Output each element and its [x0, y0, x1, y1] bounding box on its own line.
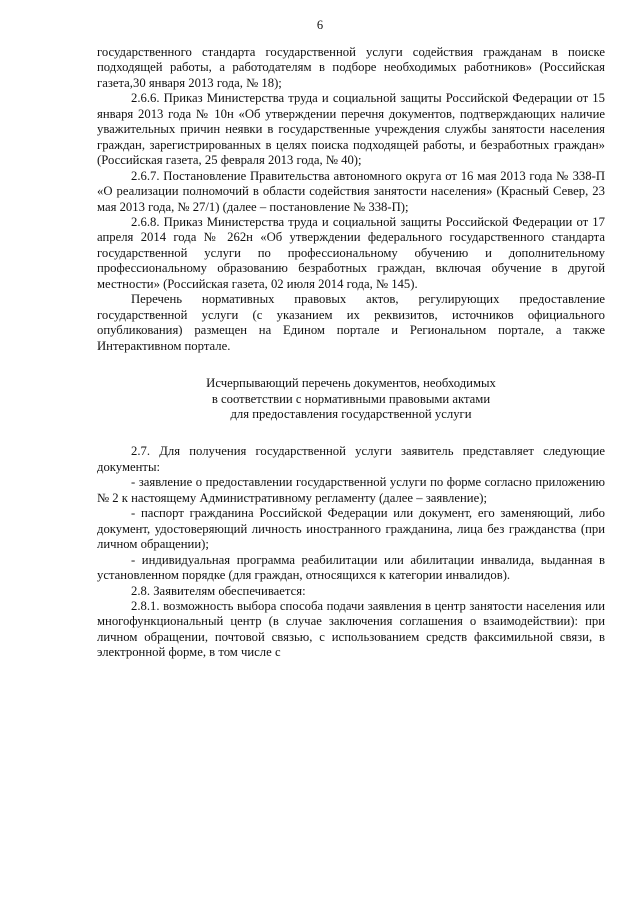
paragraph-normative-acts-list: Перечень нормативных правовых актов, регулирующих предоставление государственной услуги (с указанием их реквизитов, источников официального опубликования) размещен на Едином портале и Региональном портале, а также Интерактивном портале.	[97, 292, 605, 353]
list-item-passport: - паспорт гражданина Российской Федерации или документ, его заменяющий, либо документ, удостоверяющий личность иностранного гражданина, лица без гражданства (при личном обращении);	[97, 506, 605, 552]
paragraph-2-7: 2.7. Для получения государственной услуги заявитель представляет следующие документы:	[97, 444, 605, 474]
list-item-application: - заявление о предоставлении государственной услуги по форме согласно приложению № 2 к настоящему Административному регламенту (далее – заявление);	[97, 475, 605, 505]
section-heading-line-2: в соответствии с нормативными правовыми актами	[211, 391, 491, 406]
paragraph-2-8-1: 2.8.1. возможность выбора способа подачи заявления в центр занятости населения или многофункциональный центр (в случае заключения соглашения о взаимодействии): при личном обращении, почтовой связью, с использованием средств факсимильной связи, в электронной форме, в том числе с	[97, 598, 605, 660]
page-number: 6	[316, 18, 324, 32]
section-heading-line-3: для предоставления государственной услуги	[230, 406, 472, 421]
paragraph-2-8: 2.8. Заявителям обеспечивается:	[131, 583, 306, 598]
paragraph-2-6-6: 2.6.6. Приказ Министерства труда и социальной защиты Российской Федерации от 15 января 2013 года № 10н «Об утверждении перечня документов, подтверждающих наличие уважительных причин неявки в государственные учреждения службы занятости населения граждан, зарегистрированных в целях поиска подходящей работы, и безработных граждан» (Российская газета, 25 февраля 2013 года, № 40);	[97, 91, 605, 168]
paragraph-2-6-7: 2.6.7. Постановление Правительства автономного округа от 16 мая 2013 года № 338-П «О реализации полномочий в области содействия занятости населения» (Красный Север, 23 мая 2013 года, № 27/1) (далее – постановление № 338-П);	[97, 168, 605, 214]
document-body	[97, 45, 605, 661]
section-heading	[97, 376, 605, 422]
list-item-rehabilitation-program: - индивидуальная программа реабилитации или абилитации инвалида, выданная в установленном порядке (для граждан, относящихся к категории инвалидов).	[97, 552, 605, 583]
section-heading-line-1: Исчерпывающий перечень документов, необходимых	[206, 376, 496, 391]
paragraph-continuation: государственного стандарта государственной услуги содействия гражданам в поиске подходящей работы, а работодателям в подборе необходимых работников» (Российская газета,30 января 2013 года, № 18);	[97, 45, 605, 90]
paragraph-2-6-8: 2.6.8. Приказ Министерства труда и социальной защиты Российской Федерации от 17 апреля 2014 года № 262н «Об утверждении федерального государственного стандарта государственной услуги по профессиональному обучению и дополнительному профессиональному образованию безработных граждан, включая обучение в другой местности» (Российская газета, 02 июля 2014 года, № 145).	[97, 214, 605, 291]
